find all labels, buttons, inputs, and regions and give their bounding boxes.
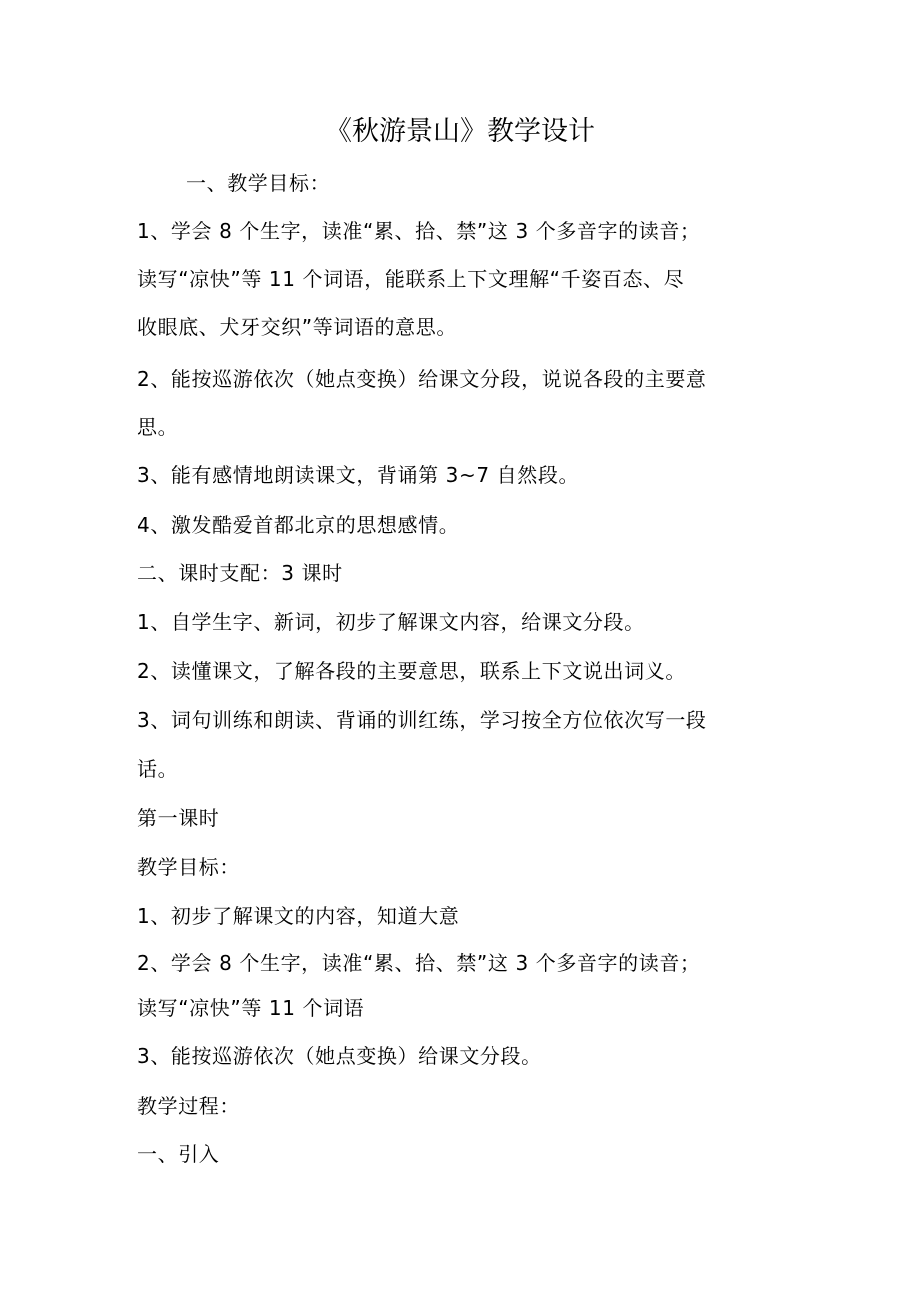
section-heading-first-lesson: 第一课时 <box>137 806 220 830</box>
paragraph-line: 收眼底、犬牙交织”等词语的意思。 <box>137 315 457 339</box>
document-title: 《秋游景山》教学设计 <box>325 116 595 147</box>
paragraph-line: 3、词句训练和朗读、背诵的训红练，学习按全方位依次写一段 <box>137 708 707 732</box>
paragraph-line: 3、能有感情地朗读课文，背诵第 3~7 自然段。 <box>137 463 580 487</box>
section-heading-teaching-process: 教学过程： <box>137 1094 240 1118</box>
paragraph-line: 读写“凉快”等 11 个词语 <box>137 996 365 1020</box>
paragraph-line: 读写“凉快”等 11 个词语，能联系上下文理解“千姿百态、尽 <box>137 267 685 291</box>
paragraph-line: 思。 <box>137 415 179 439</box>
section-heading-teaching-goals: 一、教学目标： <box>186 171 331 195</box>
paragraph-line: 1、学会 8 个生字，读准“累、拾、禁”这 3 个多音字的读音； <box>137 219 701 243</box>
paragraph-line: 3、能按巡游依次（她点变换）给课文分段。 <box>137 1044 542 1068</box>
section-heading-lesson-goals: 教学目标： <box>137 855 240 879</box>
paragraph-line: 话。 <box>137 757 179 781</box>
section-heading-introduction: 一、引入 <box>137 1142 220 1166</box>
paragraph-line: 2、学会 8 个生字，读准“累、拾、禁”这 3 个多音字的读音； <box>137 951 701 975</box>
paragraph-line: 1、初步了解课文的内容，知道大意 <box>137 904 460 928</box>
paragraph-line: 2、读懂课文，了解各段的主要意思，联系上下文说出词义。 <box>137 659 686 683</box>
paragraph-line: 4、激发酷爱首都北京的思想感情。 <box>137 513 460 537</box>
section-heading-schedule: 二、课时支配：3 课时 <box>137 561 343 585</box>
paragraph-line: 2、能按巡游依次（她点变换）给课文分段，说说各段的主要意 <box>137 367 707 391</box>
paragraph-line: 1、自学生字、新词，初步了解课文内容，给课文分段。 <box>137 610 645 634</box>
